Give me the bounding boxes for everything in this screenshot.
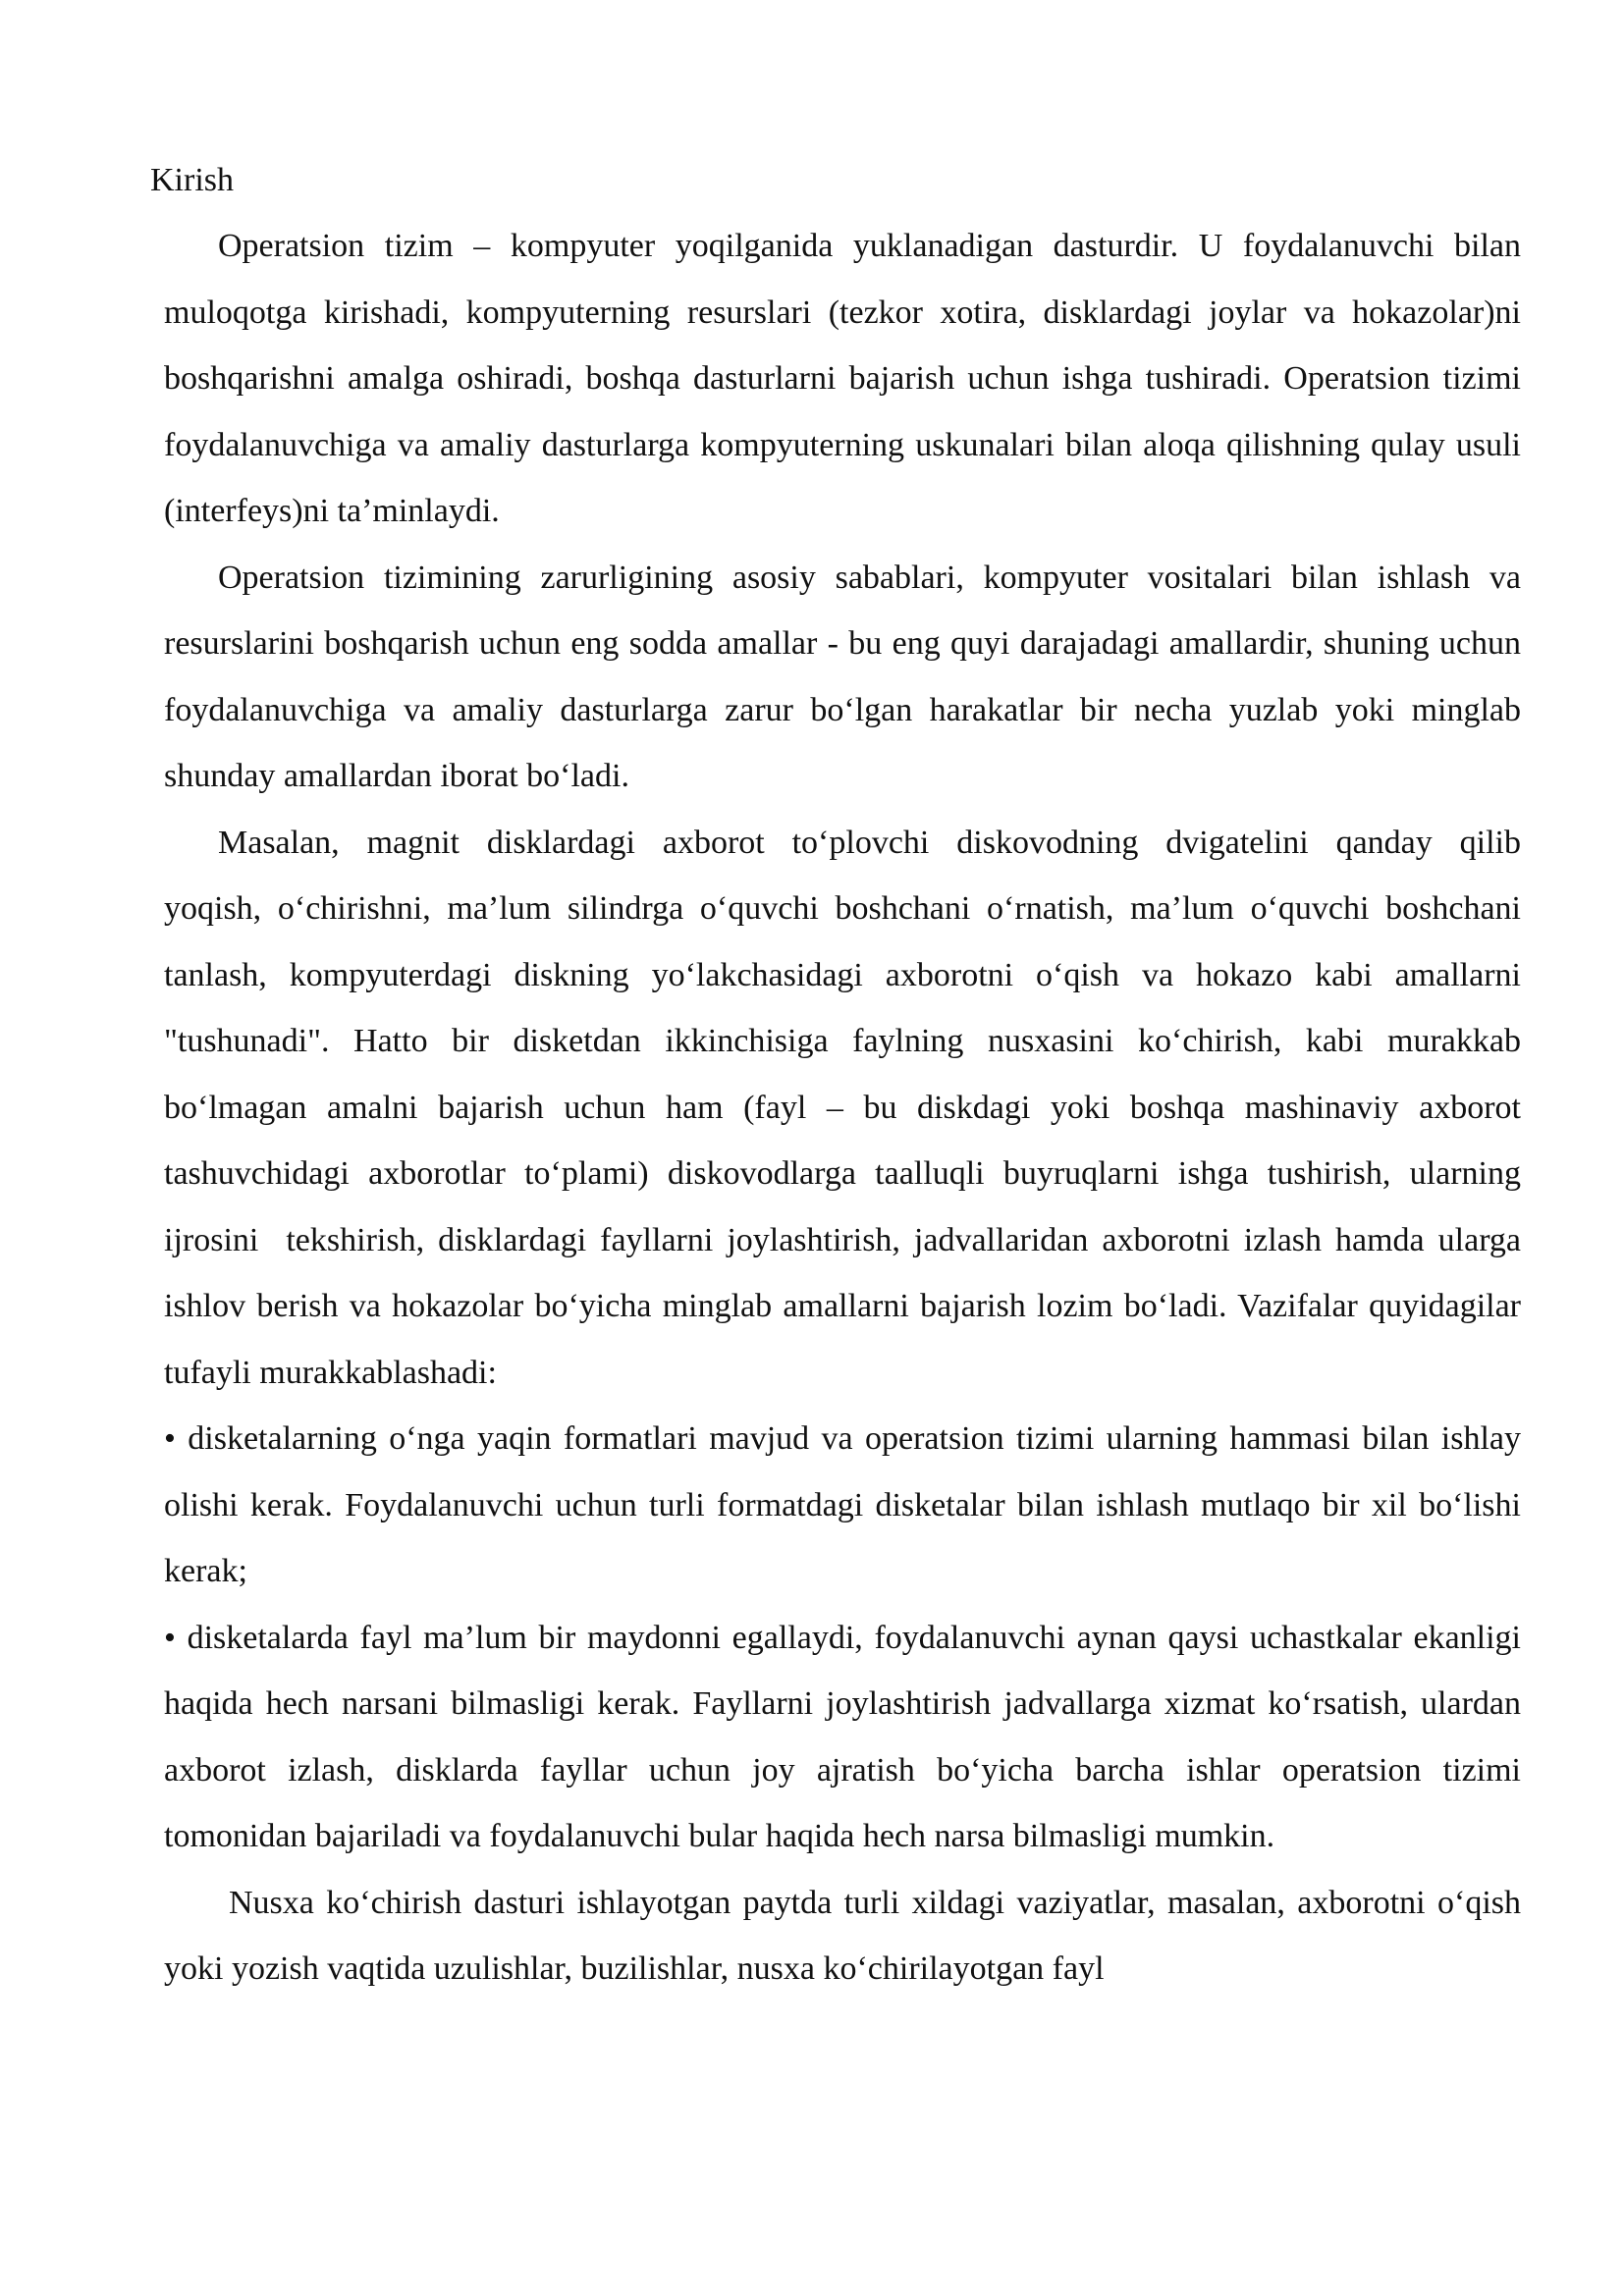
bullet-item-formats: • disketalarning o‘nga yaqin formatlari mavjud va operatsion tizimi ularning hammasi bilan ishlay olishi kerak. Foydalanuvchi uchun turli formatdagi disketalar bilan ishlash mutlaqo bir xil bo‘lishi kerak; bbox=[164, 1420, 1521, 1589]
paragraph-reasons: Operatsion tizimining zarurligining asosiy sabablari, kompyuter vositalari bilan ishlash va resurslarini boshqarish uchun eng sodda amallar - bu eng quyi darajadagi amallardir, shuning uchun foydalanuvchiga va amaliy dasturlarga zarur bo‘lgan harakatlar bir necha yuzlab yoki minglab shunday amallardan iborat bo‘ladi. bbox=[164, 559, 1521, 794]
paragraph-example: Masalan, magnit disklardagi axborot to‘plovchi diskovodning dvigatelini qanday qilib yoqish, o‘chirishni, ma’lum silindrga o‘quvchi boshchani o‘rnatish, ma’lum o‘quvchi boshchani tanlash, kompyuterdagi diskning yo‘lakchasidagi axborotni o‘qish va hokazo kabi amallarni "tushunadi". Hatto bir disketdan ikkinchisiga faylning nusxasini ko‘chirish, kabi murakkab bo‘lmagan amalni bajarish uchun ham (fayl – bu diskdagi yoki boshqa mashinaviy axborot tashuvchidagi axborotlar to‘plami) diskovodlarga taalluqli buyruqlarni ishga tushirish, ularning ijrosini tekshirish, disklardagi fayllarni joylashtirish, jadvallaridan axborotni izlash hamda ularga ishlov berish va hokazolar bo‘yicha minglab amallarni bajarish lozim bo‘ladi. Vazifalar quyidagilar tufayli murakkablashadi: bbox=[164, 824, 1597, 1391]
page-heading: Kirish bbox=[150, 162, 234, 198]
bullet-item-files: • disketalarda fayl ma’lum bir maydonni egallaydi, foydalanuvchi aynan qaysi uchastkalar ekanligi haqida hech narsani bilmasligi kerak. Fayllarni joylashtirish jadvallarga xizmat ko‘rsatish, ulardan axborot izlash, disklarda fayllar uchun joy ajratish bo‘yicha barcha ishlar operatsion tizimi tomonidan bajariladi va foydalanuvchi bular haqida hech narsa bilmasligi mumkin. bbox=[164, 1619, 1521, 1854]
paragraph-intro: Operatsion tizim – kompyuter yoqilganida yuklanadigan dasturdir. U foydalanuvchi bilan muloqotga kirishadi, kompyuterning resurslari (tezkor xotira, disklardagi joylar va hokazolar)ni boshqarishni amalga oshiradi, boshqa dasturlarni bajarish uchun ishga tushiradi. Operatsion tizimi foydalanuvchiga va amaliy dasturlarga kompyuterning uskunalari bilan aloqa qilishning qulay usuli (interfeys)ni ta’minlaydi. bbox=[164, 228, 1521, 529]
document-body bbox=[164, 213, 1597, 2002]
paragraph-copy-program: Nusxa ko‘chirish dasturi ishlayotgan paytda turli xildagi vaziyatlar, masalan, axborotni o‘qish yoki yozish vaqtida uzulishlar, buzilishlar, nusxa ko‘chirilayotgan fayl bbox=[164, 1884, 1521, 1987]
